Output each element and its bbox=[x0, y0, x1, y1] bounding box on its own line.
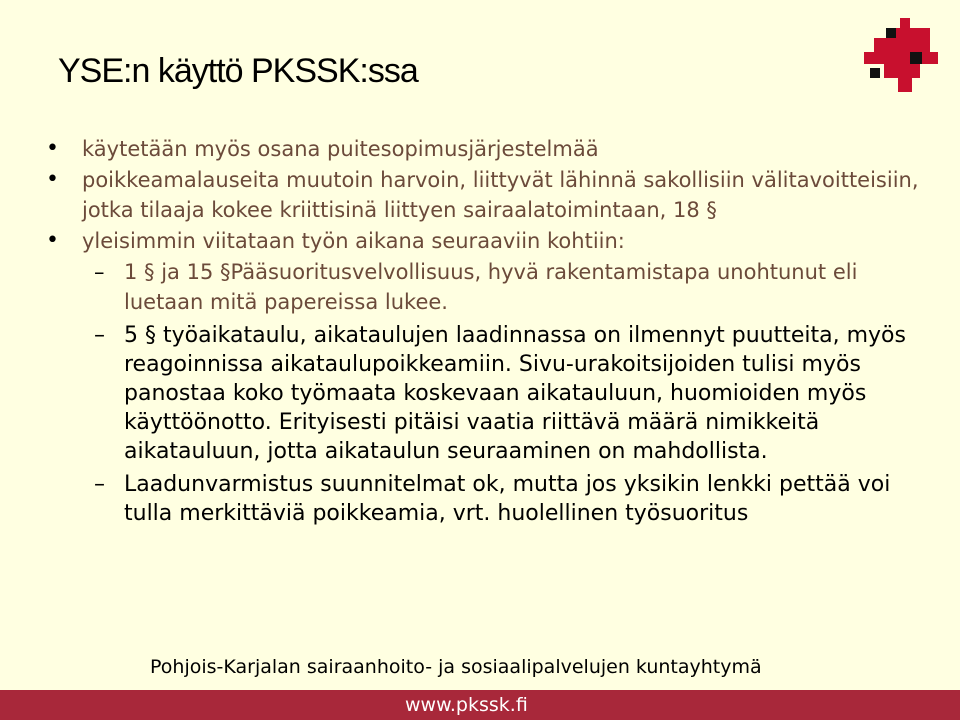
dash-marker: – bbox=[94, 472, 105, 497]
sub-item bbox=[40, 470, 920, 528]
dash-marker: – bbox=[94, 323, 105, 348]
dash-marker: – bbox=[94, 260, 105, 284]
slide-content bbox=[40, 134, 920, 529]
bullet-item bbox=[40, 165, 920, 225]
sub-item bbox=[40, 321, 920, 466]
sub-item-text: 5 § työaikataulu, aikataulujen laadinnassa on ilmennyt puutteita, myös reagoinnissa aikataulupoikkeamiin. Sivu-urakoitsijoiden tulisi myös panostaa koko työmaata koskevaan aikatauluun, huomioiden myös käyttöönotto. Erityisesti pitäisi vaatia riittävä määrä nimikkeitä aikatauluun, jotta aikataulun seuraaminen on mahdollista. bbox=[124, 323, 906, 464]
bullet-text: käytetään myös osana puitesopimusjärjestelmää bbox=[82, 137, 599, 161]
bullet-item bbox=[40, 134, 920, 164]
slide-title: YSE:n käyttö PKSSK:ssa bbox=[58, 52, 418, 90]
bullet-text: yleisimmin viitataan työn aikana seuraaviin kohtiin: bbox=[82, 229, 625, 253]
bullet-marker: • bbox=[46, 228, 59, 253]
bullet-text: poikkeamalauseita muutoin harvoin, liittyvät lähinnä sakollisiin välitavoitteisiin, jotka tilaaja kokee kriittisinä liittyen sairaalatoimintaan, 18 § bbox=[82, 168, 919, 222]
sub-item-text: Laadunvarmistus suunnitelmat ok, mutta jos yksikin lenkki pettää voi tulla merkittäviä poikkeamia, vrt. huolellinen työsuoritus bbox=[124, 472, 891, 526]
bullet-marker: • bbox=[46, 136, 59, 161]
bullet-marker: • bbox=[46, 167, 59, 192]
sub-item bbox=[40, 257, 920, 317]
footer-organization: Pohjois-Karjalan sairaanhoito- ja sosiaalipalvelujen kuntayhtymä bbox=[150, 656, 762, 678]
bullet-item bbox=[40, 226, 920, 256]
pkssk-cross-logo-icon bbox=[864, 18, 940, 94]
sub-item-text: 1 § ja 15 §Pääsuoritusvelvollisuus, hyvä rakentamistapa unohtunut eli luetaan mitä papereissa lukee. bbox=[124, 260, 858, 314]
footer-url-link[interactable]: www.pkssk.fi bbox=[405, 694, 528, 716]
